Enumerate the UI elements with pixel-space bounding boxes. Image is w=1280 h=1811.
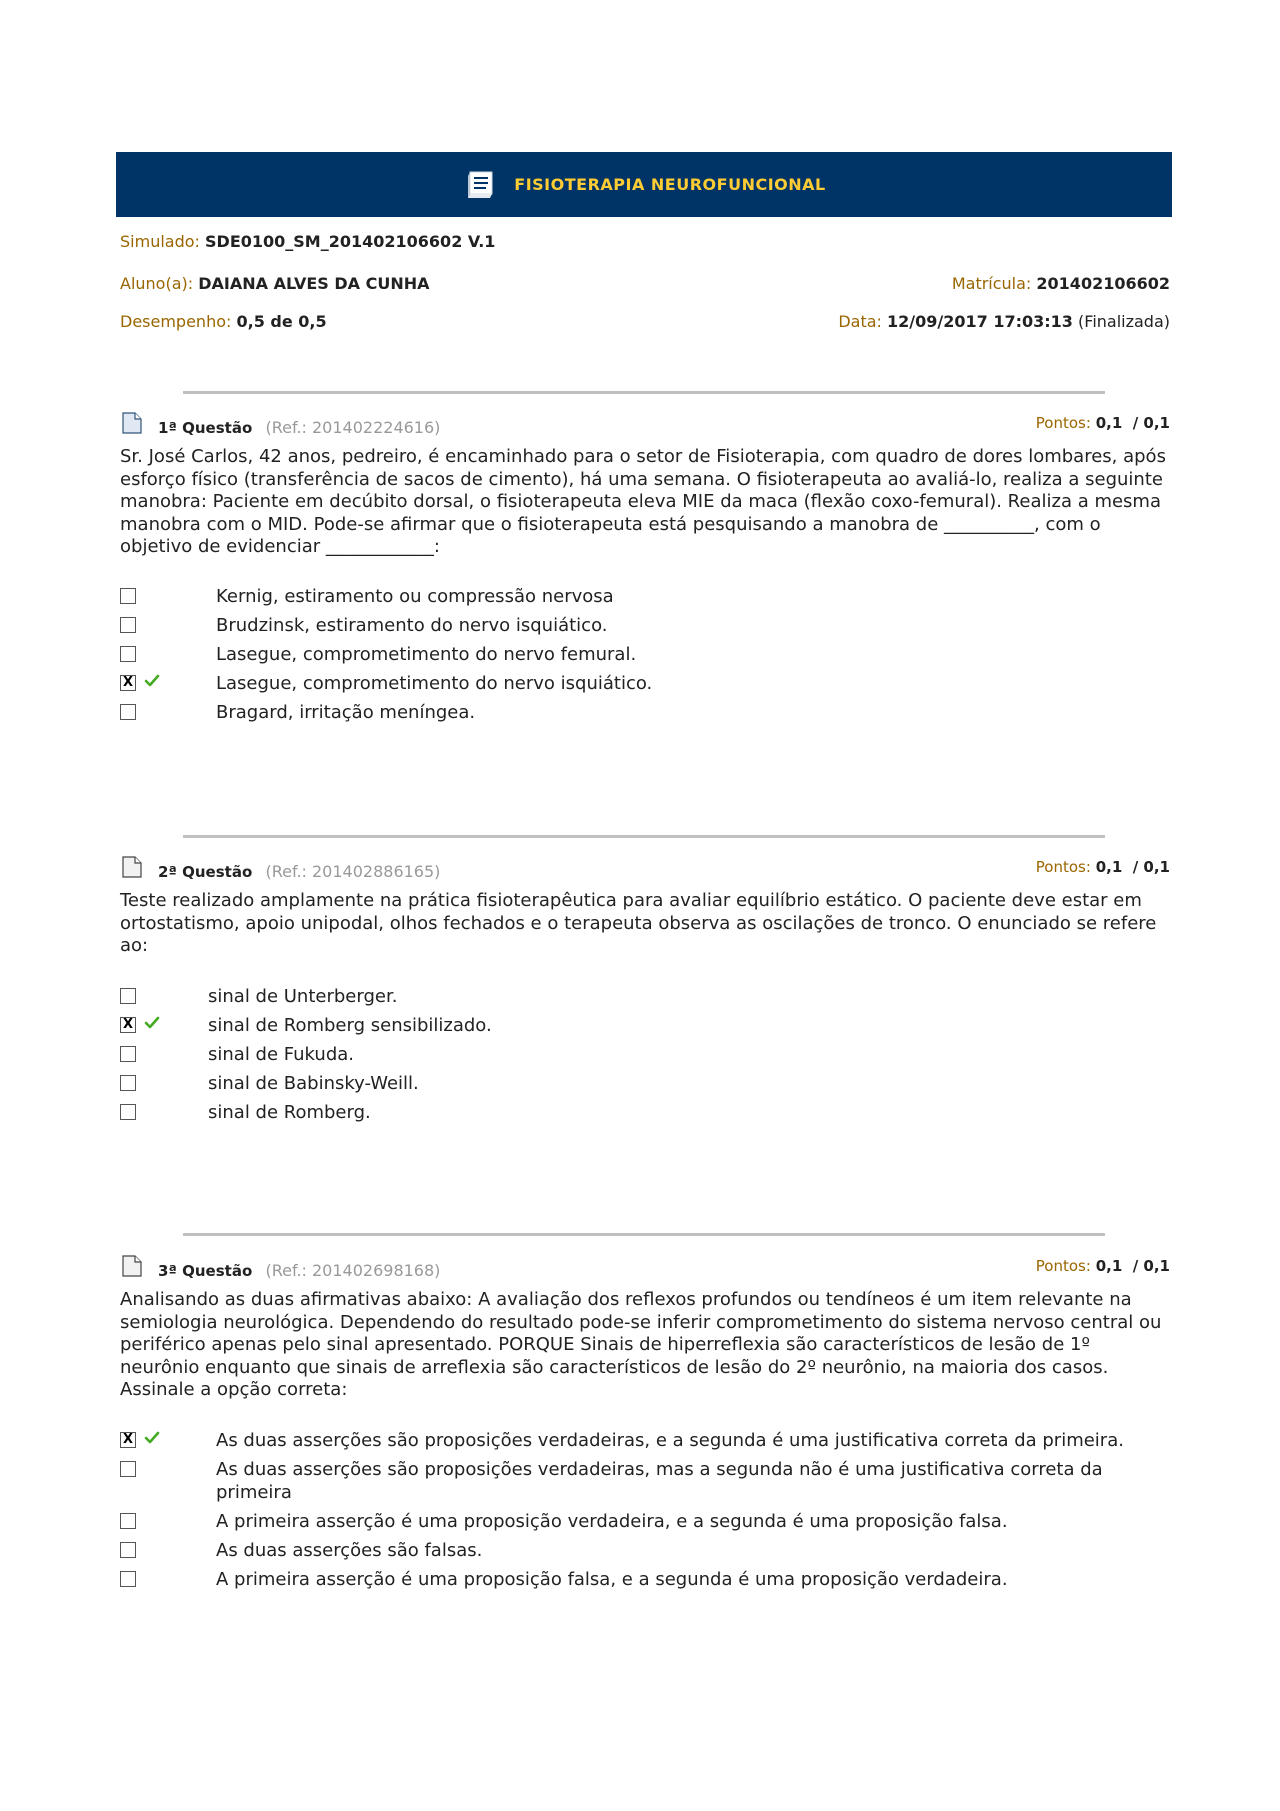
divider <box>183 391 1105 394</box>
option-label: Lasegue, comprometimento do nervo isquiático. <box>216 673 653 694</box>
data-label: Data: <box>838 312 882 331</box>
divider <box>183 835 1105 838</box>
question-text: Teste realizado amplamente na prática fisioterapêutica para avaliar equilíbrio estático. O paciente deve estar em ortostatismo, apoio unipodal, olhos fechados e o terapeuta observa as oscilações de tronco. O enunciado se refere ao: <box>120 890 1157 956</box>
option-label: A primeira asserção é uma proposição verdadeira, e a segunda é uma proposição falsa. <box>216 1511 1008 1532</box>
question-number: 2ª Questão <box>158 863 253 881</box>
document-icon <box>122 1255 142 1277</box>
option-checkbox[interactable] <box>120 1513 136 1529</box>
option-checkbox[interactable] <box>120 588 136 604</box>
option-checkbox[interactable] <box>120 1461 136 1477</box>
aluno-row <box>120 274 1170 293</box>
option-checkbox[interactable] <box>120 1075 136 1091</box>
option-checkbox-checked[interactable]: X <box>120 1432 136 1448</box>
option-label: As duas asserções são proposições verdadeiras, mas a segunda não é uma justificativa correta da primeira <box>216 1459 1103 1503</box>
simulado-label: Simulado: <box>120 232 200 251</box>
option-label: sinal de Unterberger. <box>208 986 398 1007</box>
question-header <box>122 1255 1170 1281</box>
question-text: Sr. José Carlos, 42 anos, pedreiro, é encaminhado para o setor de Fisioterapia, com quadro de dores lombares, após esforço físico (transferência de sacos de cimento), há uma semana. O fisioterapeuta ao avaliá-lo, realiza a seguinte manobra: Paciente em decúbito dorsal, o fisioterapeuta eleva MIE da maca (flexão coxo-femural). Realiza a mesma manobra com o MID. Pode-se afirmar que o fisioterapeuta está pesquisando a manobra de __________, com o objetivo de evidenciar ____________: <box>120 446 1166 557</box>
points-value: 0,1 / 0,1 <box>1095 414 1170 432</box>
option-label: As duas asserções são falsas. <box>216 1540 483 1561</box>
question-text: Analisando as duas afirmativas abaixo: A avaliação dos reflexos profundos ou tendíneos é um item relevante na semiologia neurológica. Dependendo do resultado pode-se inferir comprometimento do sistema nervoso central ou periférico apenas pelo sinal apresentado. PORQUE Sinais de hiperreflexia são característicos de lesão de 1º neurônio enquanto que sinais de arreflexia são característicos de lesão do 2º neurônio, na maioria dos casos. Assinale a opção correta: <box>120 1289 1162 1400</box>
option-label: A primeira asserção é uma proposição falsa, e a segunda é uma proposição verdadeira. <box>216 1569 1008 1590</box>
option-label: Brudzinsk, estiramento do nervo isquiático. <box>216 615 608 636</box>
option-checkbox[interactable] <box>120 1046 136 1062</box>
option-label: As duas asserções são proposições verdadeiras, e a segunda é uma justificativa correta da primeira. <box>216 1430 1124 1451</box>
option-checkbox[interactable] <box>120 617 136 633</box>
desempenho-row <box>120 312 1170 331</box>
question-ref: (Ref.: 201402698168) <box>265 1261 441 1280</box>
option-label: Lasegue, comprometimento do nervo femural. <box>216 644 637 665</box>
question-number: 1ª Questão <box>158 419 253 437</box>
aluno-label: Aluno(a): <box>120 274 194 293</box>
question-header <box>122 412 1170 438</box>
points-value: 0,1 / 0,1 <box>1095 1257 1170 1275</box>
document-icon <box>122 856 142 878</box>
question-header <box>122 856 1170 882</box>
option-checkbox[interactable] <box>120 1571 136 1587</box>
option-checkbox[interactable] <box>120 704 136 720</box>
option-label: Bragard, irritação meníngea. <box>216 702 476 723</box>
question-number: 3ª Questão <box>158 1262 253 1280</box>
points-label: Pontos: <box>1035 414 1091 432</box>
simulado-row <box>120 232 1170 251</box>
data-value: 12/09/2017 17:03:13 <box>887 312 1073 331</box>
aluno-value: DAIANA ALVES DA CUNHA <box>198 274 430 293</box>
divider <box>183 1233 1105 1236</box>
simulado-value: SDE0100_SM_201402106602 V.1 <box>205 232 496 251</box>
check-icon <box>144 673 160 689</box>
document-icon <box>122 412 142 434</box>
header-bar <box>116 152 1172 217</box>
matricula-label: Matrícula: <box>951 274 1032 293</box>
points-value: 0,1 / 0,1 <box>1095 858 1170 876</box>
question-ref: (Ref.: 201402224616) <box>265 418 441 437</box>
matricula-value: 201402106602 <box>1036 274 1170 293</box>
option-checkbox-checked[interactable]: X <box>120 1017 136 1033</box>
points-label: Pontos: <box>1035 858 1091 876</box>
option-checkbox-checked[interactable]: X <box>120 675 136 691</box>
book-icon <box>462 168 498 202</box>
option-label: sinal de Babinsky-Weill. <box>208 1073 419 1094</box>
page-title: FISIOTERAPIA NEUROFUNCIONAL <box>514 175 826 194</box>
option-checkbox[interactable] <box>120 1104 136 1120</box>
option-label: Kernig, estiramento ou compressão nervosa <box>216 586 614 607</box>
option-checkbox[interactable] <box>120 1542 136 1558</box>
option-label: sinal de Romberg. <box>208 1102 371 1123</box>
option-label: sinal de Romberg sensibilizado. <box>208 1015 492 1036</box>
desempenho-label: Desempenho: <box>120 312 232 331</box>
question-ref: (Ref.: 201402886165) <box>265 862 441 881</box>
desempenho-value: 0,5 de 0,5 <box>236 312 327 331</box>
check-icon <box>144 1430 160 1446</box>
points-label: Pontos: <box>1035 1257 1091 1275</box>
option-label: sinal de Fukuda. <box>208 1044 354 1065</box>
check-icon <box>144 1015 160 1031</box>
option-checkbox[interactable] <box>120 988 136 1004</box>
status-badge: (Finalizada) <box>1078 312 1170 331</box>
option-checkbox[interactable] <box>120 646 136 662</box>
